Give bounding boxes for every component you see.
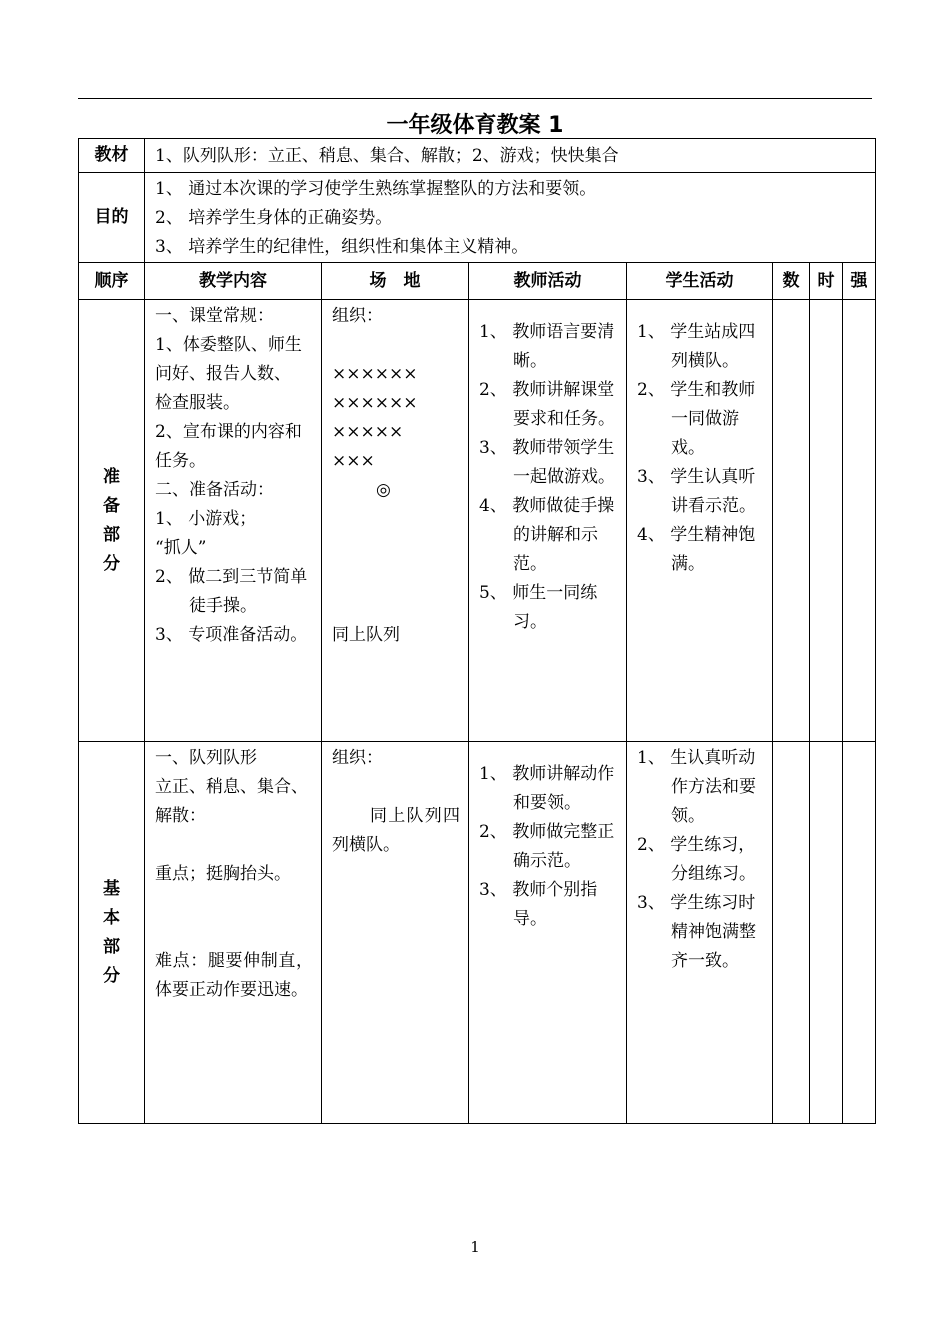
material-text: 1、队列队形：立正、稍息、集合、解散；2、游戏；快快集合 xyxy=(145,139,876,173)
goal-item: 2、 培养学生身体的正确姿势。 xyxy=(155,208,393,228)
org-label: 组织： xyxy=(332,748,383,768)
formation-row: ×××××× xyxy=(332,393,418,413)
goals-row xyxy=(79,173,876,263)
main-venue: 组织： 同上队列四列横队。 xyxy=(322,742,469,1124)
prep-row xyxy=(79,300,876,742)
list-item: 2、 教师讲解课堂要求和任务。 xyxy=(479,380,615,429)
main-time xyxy=(810,742,843,1124)
main-content: 一、队列队形 立正、稍息、集合、 解散： 重点；挺胸抬头。 难点：腿要伸制直，体要正动作要迅速。 xyxy=(145,742,322,1124)
main-teacher-activities xyxy=(469,742,627,1124)
lesson-plan-table xyxy=(78,138,876,1124)
prep-section-label: 准 备 部 分 xyxy=(79,300,145,742)
prep-content: 一、课堂常规： 1、体委整队、师生 问好、报告人数、 检查服装。 2、宣布课的内容和 任务。 二、准备活动： 1、 小游戏； “抓人” 2、 做二到三节简单徒手操。 3、 专项准备活动。 xyxy=(145,300,322,742)
goal-item: 3、 培养学生的纪律性，组织性和集体主义精神。 xyxy=(155,237,529,257)
header-venue: 场 地 xyxy=(322,263,469,300)
page-title: 一年级体育教案 1 xyxy=(386,113,564,138)
main-section-label: 基 本 部 分 xyxy=(79,742,145,1124)
header-content: 教学内容 xyxy=(145,263,322,300)
list-item: 3、 教师带领学生一起做游戏。 xyxy=(479,438,615,487)
goal-item: 1、 通过本次课的学习使学生熟练掌握整队的方法和要领。 xyxy=(155,179,597,199)
header-intensity: 强 xyxy=(843,263,876,300)
main-student-activities xyxy=(627,742,773,1124)
header-count: 数 xyxy=(773,263,810,300)
formation-row: ×××××× xyxy=(332,364,418,384)
list-item: 1、 教师讲解动作和要领。 xyxy=(479,764,615,813)
list-item: 3、 学生认真听讲看示范。 xyxy=(637,467,756,516)
header-rule xyxy=(78,98,872,99)
list-item: 5、 师生一同练习。 xyxy=(479,583,598,632)
header-order: 顺序 xyxy=(79,263,145,300)
list-item: 1、 学生站成四列横队。 xyxy=(637,322,756,371)
list-item: 2、 学生练习，分组练习。 xyxy=(637,835,756,884)
main-intensity xyxy=(843,742,876,1124)
list-item: 1、 教师语言要清晰。 xyxy=(479,322,615,371)
header-teacher: 教师活动 xyxy=(469,263,627,300)
list-item: 4、 教师做徒手操的讲解和示范。 xyxy=(479,496,615,574)
prep-intensity xyxy=(843,300,876,742)
header-student: 学生活动 xyxy=(627,263,773,300)
header-time: 时 xyxy=(810,263,843,300)
material-row xyxy=(79,139,876,173)
list-item: 3、 教师个别指导。 xyxy=(479,880,598,929)
list-item: 1、 生认真听动作方法和要领。 xyxy=(637,748,756,826)
list-item: 3、 学生练习时精神饱满整齐一致。 xyxy=(637,893,756,971)
list-item: 2、 学生和教师一同做游戏。 xyxy=(637,380,756,458)
formation-row: ××× xyxy=(332,451,375,471)
goals-list xyxy=(145,173,876,263)
list-item: 2、 教师做完整正确示范。 xyxy=(479,822,615,871)
teacher-position-icon: ◎ xyxy=(376,480,391,500)
column-header-row xyxy=(79,263,876,300)
prep-time xyxy=(810,300,843,742)
org-label: 组织： xyxy=(332,306,383,326)
main-count xyxy=(773,742,810,1124)
list-item: 4、 学生精神饱满。 xyxy=(637,525,756,574)
prep-count xyxy=(773,300,810,742)
formation-row: ××××× xyxy=(332,422,404,442)
page-number: 1 xyxy=(470,1238,480,1256)
goals-label: 目的 xyxy=(79,173,145,263)
prep-teacher-activities xyxy=(469,300,627,742)
prep-venue: 组织： ×××××× ×××××× ××××× ××× ◎ 同上队列 xyxy=(322,300,469,742)
prep-student-activities xyxy=(627,300,773,742)
main-row xyxy=(79,742,876,1124)
material-label: 教材 xyxy=(79,139,145,173)
